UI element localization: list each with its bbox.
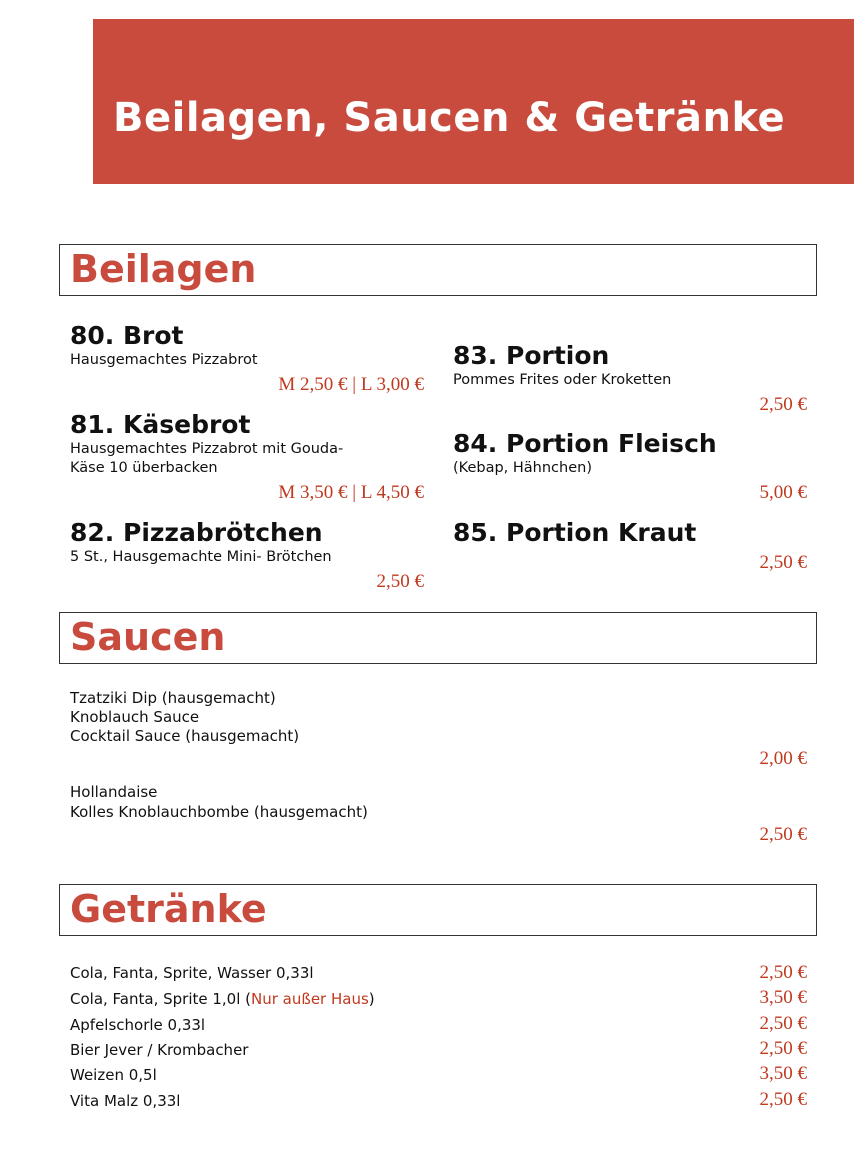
item-desc: (Kebap, Hähnchen) <box>453 460 592 476</box>
item-price-82: 2,50 € <box>376 571 424 592</box>
item-title: 84. Portion Fleisch <box>453 429 717 458</box>
section-title-saucen: Saucen <box>70 615 226 659</box>
item-title: 80. Brot <box>70 321 184 350</box>
menu-item-85 <box>453 518 696 548</box>
page-title: Beilagen, Saucen & Getränke <box>113 95 786 141</box>
drink-price: 3,50 € <box>759 987 807 1008</box>
item-price-80: M 2,50 € | L 3,00 € <box>278 374 424 395</box>
section-header-beilagen <box>59 244 817 296</box>
section-title-getraenke: Getränke <box>70 887 267 931</box>
sauce-item: Kolles Knoblauchbombe (hausgemacht) <box>70 803 368 821</box>
drink-price: 2,50 € <box>759 1038 807 1059</box>
sauce-price-group2: 2,50 € <box>759 824 807 845</box>
item-title: 81. Käsebrot <box>70 410 251 439</box>
drink-item: Cola, Fanta, Sprite, Wasser 0,33l <box>70 964 314 982</box>
section-header-saucen <box>59 612 817 664</box>
section-header-getraenke <box>59 884 817 936</box>
item-title: 83. Portion <box>453 341 610 370</box>
item-price-81: M 3,50 € | L 4,50 € <box>278 482 424 503</box>
menu-item-80 <box>70 321 258 370</box>
drink-note: Nur außer Haus <box>251 990 369 1008</box>
drink-item: Apfelschorle 0,33l <box>70 1016 206 1034</box>
menu-item-82 <box>70 518 332 567</box>
section-title-beilagen: Beilagen <box>70 247 257 291</box>
item-desc-line2: Käse 10 überbacken <box>70 460 218 476</box>
drink-price: 2,50 € <box>759 1089 807 1110</box>
item-price-85: 2,50 € <box>759 552 807 573</box>
drink-price: 2,50 € <box>759 1013 807 1034</box>
item-desc: Hausgemachtes Pizzabrot <box>70 352 258 368</box>
item-price-83: 2,50 € <box>759 394 807 415</box>
drink-price: 2,50 € <box>759 962 807 983</box>
drink-item: Vita Malz 0,33l <box>70 1092 181 1110</box>
menu-item-84 <box>453 429 717 478</box>
header-banner <box>93 19 854 184</box>
drink-item: Weizen 0,5l <box>70 1066 157 1084</box>
drink-item: Bier Jever / Krombacher <box>70 1041 249 1059</box>
drink-price: 3,50 € <box>759 1063 807 1084</box>
sauce-item: Cocktail Sauce (hausgemacht) <box>70 727 300 745</box>
item-desc: 5 St., Hausgemachte Mini- Brötchen <box>70 549 332 565</box>
item-desc: Pommes Frites oder Kroketten <box>453 372 672 388</box>
item-title: 82. Pizzabrötchen <box>70 518 323 547</box>
item-title: 85. Portion Kraut <box>453 518 697 547</box>
sauce-item: Hollandaise <box>70 783 158 801</box>
menu-item-81 <box>70 410 343 478</box>
item-desc: Hausgemachtes Pizzabrot mit Gouda- <box>70 441 344 457</box>
sauce-item: Knoblauch Sauce <box>70 708 200 726</box>
item-price-84: 5,00 € <box>759 482 807 503</box>
drink-name: Cola, Fanta, Sprite 1,0l ( <box>70 990 252 1008</box>
menu-item-83 <box>453 341 671 390</box>
sauce-item: Tzatziki Dip (hausgemacht) <box>70 689 276 707</box>
sauce-price-group1: 2,00 € <box>759 748 807 769</box>
drink-item <box>70 990 375 1009</box>
drink-name-suffix: ) <box>368 990 375 1008</box>
